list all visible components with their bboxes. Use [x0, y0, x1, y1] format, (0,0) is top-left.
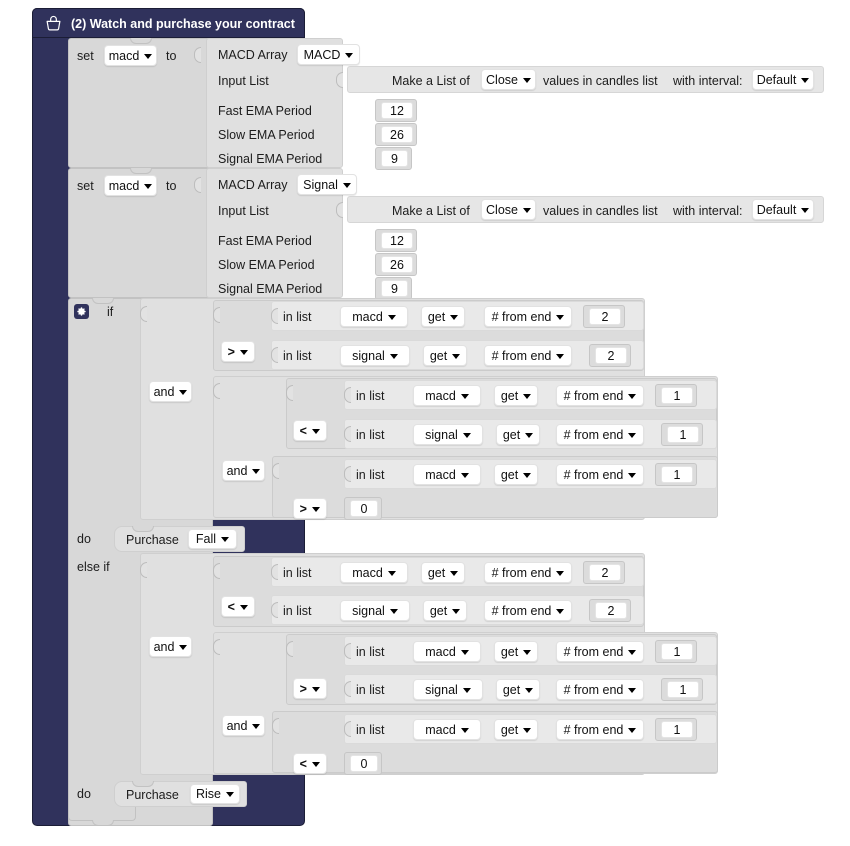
in-list-label: in list [356, 468, 385, 482]
mode-value: # from end [563, 427, 624, 442]
purchase-label-1: Purchase [126, 533, 179, 547]
elseif-mode-dropdown-r1[interactable] [484, 562, 572, 583]
elseif-operator-dropdown-3[interactable] [293, 753, 327, 774]
socket-notch [344, 426, 351, 442]
chevron-down-icon [388, 571, 396, 576]
chevron-down-icon [628, 650, 636, 655]
candle-field-dropdown-2[interactable] [481, 199, 536, 220]
socket-notch [344, 643, 351, 659]
and-value: and [153, 639, 175, 654]
chevron-down-icon [388, 315, 396, 320]
operator-value: < [299, 423, 308, 438]
in-list-label: in list [283, 349, 312, 363]
set-variable-dropdown-1[interactable] [104, 45, 157, 66]
elseif-get-dropdown-r3[interactable] [494, 641, 538, 662]
get-value: get [427, 565, 446, 580]
and-value: and [226, 463, 248, 478]
list-name-value: signal [425, 427, 458, 442]
set-label-2: set [77, 179, 94, 193]
fast-ema-label-2: Fast EMA Period [218, 234, 312, 248]
chevron-down-icon [312, 762, 320, 767]
slow-ema-label-1: Slow EMA Period [218, 128, 315, 142]
if-mode-dropdown-r2[interactable] [484, 345, 572, 366]
set-block-2-notch [130, 168, 152, 174]
to-label-2: to [166, 179, 177, 193]
elseif-index-input-r5[interactable]: 1 [661, 721, 693, 738]
chevron-down-icon [525, 688, 533, 693]
chevron-down-icon [523, 78, 531, 83]
if-list-dropdown-r2[interactable] [340, 345, 410, 366]
if-get-dropdown-r2[interactable] [423, 345, 467, 366]
chevron-down-icon [801, 78, 809, 83]
to-label-1: to [166, 49, 177, 63]
chevron-down-icon [144, 184, 152, 189]
with-interval-label-1: with interval: [673, 74, 743, 88]
elseif-outer-and-dropdown[interactable] [149, 636, 192, 657]
operator-value: > [299, 501, 308, 516]
elseif-constant-input-1[interactable]: 0 [350, 755, 378, 772]
if-list-dropdown-r5[interactable] [413, 464, 481, 485]
chevron-down-icon [461, 394, 469, 399]
if-get-dropdown-r1[interactable] [421, 306, 465, 327]
elseif-inner-and-dropdown[interactable] [222, 715, 265, 736]
socket-notch [213, 563, 220, 579]
if-operator-dropdown-2[interactable] [293, 420, 327, 441]
purchase-direction-dropdown-2[interactable] [190, 784, 240, 804]
purchase-direction-dropdown-1[interactable] [188, 529, 237, 549]
fast-ema-label-1: Fast EMA Period [218, 104, 312, 118]
get-value: get [429, 348, 448, 363]
chevron-down-icon [312, 687, 320, 692]
elseif-get-dropdown-r2[interactable] [423, 600, 467, 621]
get-value: get [502, 427, 521, 442]
make-list-label-2: Make a List of [392, 204, 470, 218]
if-operator-dropdown-3[interactable] [293, 498, 327, 519]
purchase-direction-value-2: Rise [196, 787, 222, 801]
set-label-1: set [77, 49, 94, 63]
macd-array-label-1: MACD Array [218, 48, 288, 62]
signal-ema-input-2[interactable]: 9 [381, 280, 408, 297]
socket-notch [271, 347, 278, 363]
in-list-label: in list [356, 645, 385, 659]
socket-notch [194, 47, 201, 63]
chevron-down-icon [523, 728, 531, 733]
interval-dropdown-2[interactable] [752, 199, 814, 220]
if-mode-dropdown-r1[interactable] [484, 306, 572, 327]
in-list-label: in list [356, 683, 385, 697]
elseif-list-dropdown-r4[interactable] [413, 679, 483, 700]
chevron-down-icon [312, 507, 320, 512]
elseif-index-input-r1[interactable]: 2 [589, 564, 621, 581]
chevron-down-icon [252, 469, 260, 474]
chevron-down-icon [628, 433, 636, 438]
macd-array-type-dropdown-2[interactable] [297, 174, 357, 195]
chevron-down-icon [450, 571, 458, 576]
chevron-down-icon [390, 354, 398, 359]
get-value: get [500, 467, 519, 482]
set-variable-dropdown-2[interactable] [104, 175, 157, 196]
do-label-1: do [77, 532, 91, 546]
purchase-label-2: Purchase [126, 788, 179, 802]
if-mode-dropdown-r4[interactable] [556, 424, 644, 445]
chevron-down-icon [179, 645, 187, 650]
chevron-down-icon [523, 650, 531, 655]
signal-ema-input-1[interactable]: 9 [381, 150, 408, 167]
macd-array-type-dropdown-1[interactable] [297, 44, 360, 65]
elseif-operator-dropdown-1[interactable] [221, 596, 255, 617]
if-index-input-r3[interactable]: 1 [661, 387, 693, 404]
socket-notch [344, 466, 351, 482]
elseif-get-dropdown-r1[interactable] [421, 562, 465, 583]
purchase-direction-value-1: Fall [195, 532, 217, 546]
list-name-value: macd [425, 467, 456, 482]
list-name-value: signal [352, 603, 385, 618]
values-in-candles-label-1: values in candles list [543, 74, 658, 88]
chevron-down-icon [628, 394, 636, 399]
chevron-down-icon [452, 609, 460, 614]
if-index-input-r5[interactable]: 1 [661, 466, 693, 483]
chevron-down-icon [450, 315, 458, 320]
socket-notch [194, 177, 201, 193]
if-list-dropdown-r1[interactable] [340, 306, 408, 327]
chevron-down-icon [628, 728, 636, 733]
chevron-down-icon [252, 724, 260, 729]
socket-notch [271, 308, 278, 324]
list-name-value: signal [425, 682, 458, 697]
mode-value: # from end [491, 603, 552, 618]
mode-value: # from end [491, 565, 552, 580]
and-value: and [153, 384, 175, 399]
input-list-label-2: Input List [218, 204, 269, 218]
socket-notch [213, 639, 220, 655]
get-value: get [500, 388, 519, 403]
and-value: and [226, 718, 248, 733]
signal-ema-label-1: Signal EMA Period [218, 152, 323, 166]
if-list-dropdown-r4[interactable] [413, 424, 483, 445]
if-label: if [107, 305, 114, 319]
if-mode-dropdown-r5[interactable] [556, 464, 644, 485]
purchase-block-1-notch [132, 526, 154, 532]
elseif-index-input-r4[interactable]: 1 [667, 681, 699, 698]
if-block-notch [92, 298, 114, 304]
mode-value: # from end [563, 682, 624, 697]
elseif-index-input-r3[interactable]: 1 [661, 643, 693, 660]
chevron-down-icon [525, 433, 533, 438]
chevron-down-icon [463, 688, 471, 693]
chevron-down-icon [343, 183, 351, 188]
chevron-down-icon [556, 609, 564, 614]
set-variable-value-2: macd [108, 178, 140, 193]
if-constant-input-1[interactable]: 0 [350, 500, 378, 517]
chevron-down-icon [556, 571, 564, 576]
if-index-input-r2[interactable]: 2 [595, 347, 627, 364]
elseif-list-dropdown-r1[interactable] [340, 562, 408, 583]
get-value: get [500, 722, 519, 737]
socket-notch [272, 463, 279, 479]
slow-ema-label-2: Slow EMA Period [218, 258, 315, 272]
chevron-down-icon [801, 208, 809, 213]
socket-notch [271, 564, 278, 580]
operator-value: < [299, 756, 308, 771]
get-value: get [502, 682, 521, 697]
list-name-value: signal [352, 348, 385, 363]
interval-value-1: Default [756, 72, 797, 87]
fast-ema-input-2[interactable]: 12 [381, 232, 413, 249]
make-list-label-1: Make a List of [392, 74, 470, 88]
chevron-down-icon [461, 473, 469, 478]
elseif-mode-dropdown-r4[interactable] [556, 679, 644, 700]
interval-value-2: Default [756, 202, 797, 217]
if-list-dropdown-r3[interactable] [413, 385, 481, 406]
event-block-title: (2) Watch and purchase your contract [71, 16, 295, 31]
if-outer-and-dropdown[interactable] [149, 381, 192, 402]
operator-value: < [227, 599, 236, 614]
mode-value: # from end [491, 309, 552, 324]
list-name-value: macd [425, 722, 456, 737]
list-name-value: macd [425, 388, 456, 403]
get-value: get [429, 603, 448, 618]
socket-notch [213, 383, 220, 399]
macd-array-type-value-1: MACD [303, 47, 341, 62]
socket-notch [286, 385, 293, 401]
if-index-input-r1[interactable]: 2 [589, 308, 621, 325]
socket-notch [336, 202, 343, 218]
get-value: get [427, 309, 446, 324]
elseif-get-dropdown-r4[interactable] [496, 679, 540, 700]
if-block-footer [68, 807, 136, 821]
gear-icon [76, 306, 87, 317]
chevron-down-icon [221, 537, 229, 542]
chevron-down-icon [523, 473, 531, 478]
chevron-down-icon [345, 53, 353, 58]
elseif-list-dropdown-r2[interactable] [340, 600, 410, 621]
values-in-candles-label-2: values in candles list [543, 204, 658, 218]
candle-field-value-1: Close [486, 72, 518, 87]
chevron-down-icon [556, 315, 564, 320]
list-name-value: macd [352, 565, 383, 580]
slow-ema-input-2[interactable]: 26 [381, 256, 413, 273]
socket-notch [213, 307, 220, 323]
in-list-label: in list [356, 723, 385, 737]
if-operator-dropdown-1[interactable] [221, 341, 255, 362]
socket-notch [272, 718, 279, 734]
set-variable-value-1: macd [108, 48, 140, 63]
mode-value: # from end [563, 388, 624, 403]
get-value: get [500, 644, 519, 659]
list-name-value: macd [352, 309, 383, 324]
chevron-down-icon [240, 605, 248, 610]
macd-array-type-value-2: Signal [303, 177, 338, 192]
chevron-down-icon [523, 394, 531, 399]
event-block-header [45, 15, 295, 32]
chevron-down-icon [226, 792, 234, 797]
operator-value: > [299, 681, 308, 696]
socket-notch [140, 562, 147, 578]
chevron-down-icon [179, 390, 187, 395]
if-mutator-gear-button[interactable] [74, 304, 89, 319]
elseif-list-dropdown-r3[interactable] [413, 641, 481, 662]
chevron-down-icon [463, 433, 471, 438]
set-block-1-notch [130, 38, 152, 44]
candle-field-value-2: Close [486, 202, 518, 217]
if-get-dropdown-r5[interactable] [494, 464, 538, 485]
operator-value: > [227, 344, 236, 359]
candle-field-dropdown-1[interactable] [481, 69, 536, 90]
macd-array-label-2: MACD Array [218, 178, 288, 192]
in-list-label: in list [283, 566, 312, 580]
elseif-index-input-r2[interactable]: 2 [595, 602, 627, 619]
elseif-list-dropdown-r5[interactable] [413, 719, 481, 740]
in-list-label: in list [283, 604, 312, 618]
interval-dropdown-1[interactable] [752, 69, 814, 90]
signal-ema-label-2: Signal EMA Period [218, 282, 323, 296]
chevron-down-icon [452, 354, 460, 359]
elseif-mode-dropdown-r5[interactable] [556, 719, 644, 740]
if-mode-dropdown-r3[interactable] [556, 385, 644, 406]
list-name-value: macd [425, 644, 456, 659]
if-inner-and-dropdown[interactable] [222, 460, 265, 481]
chevron-down-icon [628, 473, 636, 478]
socket-notch [286, 641, 293, 657]
input-list-label-1: Input List [218, 74, 269, 88]
else-if-label: else if [77, 560, 110, 574]
chevron-down-icon [240, 350, 248, 355]
if-index-input-r4[interactable]: 1 [667, 426, 699, 443]
in-list-label: in list [356, 389, 385, 403]
with-interval-label-2: with interval: [673, 204, 743, 218]
basket-icon [45, 15, 62, 32]
elseif-operator-dropdown-2[interactable] [293, 678, 327, 699]
slow-ema-input-1[interactable]: 26 [381, 126, 413, 143]
do-label-2: do [77, 787, 91, 801]
chevron-down-icon [390, 609, 398, 614]
socket-notch [140, 306, 147, 322]
socket-notch [344, 387, 351, 403]
mode-value: # from end [563, 644, 624, 659]
chevron-down-icon [556, 354, 564, 359]
socket-notch [336, 72, 343, 88]
chevron-down-icon [461, 650, 469, 655]
socket-notch [271, 602, 278, 618]
mode-value: # from end [563, 467, 624, 482]
socket-notch [344, 721, 351, 737]
in-list-label: in list [283, 310, 312, 324]
chevron-down-icon [628, 688, 636, 693]
socket-notch [344, 681, 351, 697]
elseif-mode-dropdown-r3[interactable] [556, 641, 644, 662]
in-list-label: in list [356, 428, 385, 442]
elseif-mode-dropdown-r2[interactable] [484, 600, 572, 621]
mode-value: # from end [491, 348, 552, 363]
if-get-dropdown-r3[interactable] [494, 385, 538, 406]
chevron-down-icon [461, 728, 469, 733]
if-block-footer-notch [92, 820, 114, 826]
chevron-down-icon [523, 208, 531, 213]
mode-value: # from end [563, 722, 624, 737]
fast-ema-input-1[interactable]: 12 [381, 102, 413, 119]
if-get-dropdown-r4[interactable] [496, 424, 540, 445]
elseif-get-dropdown-r5[interactable] [494, 719, 538, 740]
chevron-down-icon [312, 429, 320, 434]
chevron-down-icon [144, 54, 152, 59]
purchase-block-2-notch [132, 781, 154, 787]
